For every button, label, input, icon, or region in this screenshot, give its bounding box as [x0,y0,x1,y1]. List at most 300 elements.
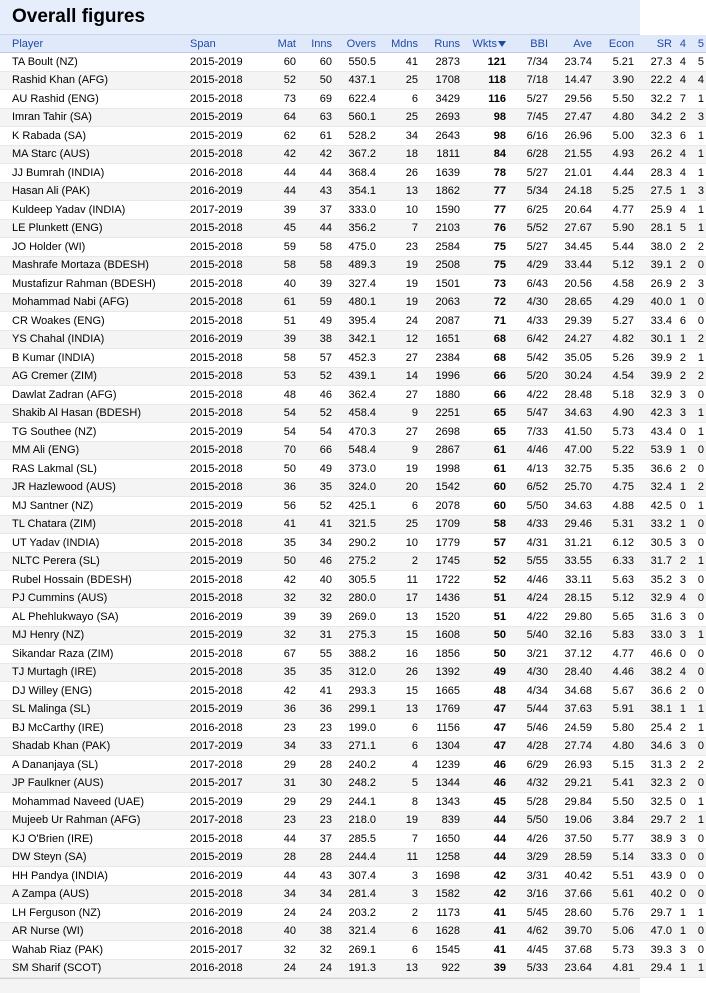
cell-mat: 44 [283,166,296,179]
table-footer [0,978,640,993]
cell-mdns: 6 [411,721,418,734]
cell-econ: 5.31 [612,518,634,531]
cell-player[interactable]: RAS Lakmal (SL) [12,462,97,475]
cell-player[interactable]: TG Southee (NZ) [12,425,97,438]
cell-player[interactable]: MA Starc (AUS) [12,148,90,161]
cell-wkts: 49 [493,666,506,679]
cell-bbi: 4/32 [526,777,548,790]
cell-ave: 47.00 [564,444,592,457]
cell-span: 2015-2018 [190,684,243,697]
table-row [0,552,706,571]
cell-mdns: 19 [405,296,418,309]
cell-4w: 0 [679,499,686,512]
cell-mat: 39 [283,333,296,346]
cell-ave: 28.59 [564,851,592,864]
cell-5w: 1 [697,203,704,216]
cell-player[interactable]: Kuldeep Yadav (INDIA) [12,203,126,216]
cell-5w: 2 [697,481,704,494]
cell-runs: 1996 [435,370,460,383]
cell-wkts: 52 [493,573,506,586]
cell-runs: 1156 [436,721,460,734]
cell-mdns: 12 [405,333,418,346]
cell-inns: 41 [319,684,332,697]
cell-player[interactable]: Rubel Hossain (BDESH) [12,573,132,586]
cell-5w: 0 [697,851,704,864]
cell-runs: 1811 [436,148,460,161]
cell-inns: 43 [319,185,332,198]
column-header-wkts[interactable] [462,35,508,53]
cell-4w: 2 [679,351,686,364]
column-header-runs[interactable]: Runs [420,35,462,53]
cell-sr: 38.2 [650,666,672,679]
column-header-econ[interactable]: Econ [594,35,636,53]
cell-runs: 1856 [435,647,460,660]
cell-mdns: 19 [405,462,418,475]
table-row [0,700,706,719]
cell-runs: 2384 [435,351,460,364]
cell-mat: 29 [283,795,296,808]
cell-player[interactable]: MJ Henry (NZ) [12,629,85,642]
cell-span: 2015-2018 [190,370,243,383]
cell-5w: 1 [697,166,704,179]
cell-runs: 1436 [435,592,460,605]
cell-player[interactable]: A Dananjaya (SL) [12,758,99,771]
cell-overs: 324.0 [348,481,376,494]
cell-runs: 1709 [435,518,460,531]
cell-5w: 2 [697,758,704,771]
cell-inns: 23 [319,721,332,734]
cell-inns: 40 [319,573,332,586]
cell-player[interactable]: TL Chatara (ZIM) [12,518,96,531]
cell-player[interactable]: Sikandar Raza (ZIM) [12,647,114,660]
column-header-mdns[interactable]: Mdns [378,35,420,53]
cell-mdns: 3 [411,888,418,901]
cell-player[interactable]: Dawlat Zadran (AFG) [12,388,117,401]
table-row [0,478,706,497]
cell-player[interactable]: PJ Cummins (AUS) [12,592,108,605]
cell-econ: 4.82 [612,333,634,346]
cell-5w: 0 [697,573,704,586]
table-row [0,182,706,201]
cell-overs: 191.3 [348,962,376,975]
cell-player[interactable]: CR Woakes (ENG) [12,314,105,327]
cell-inns: 46 [319,388,332,401]
cell-bbi: 4/30 [526,666,548,679]
cell-econ: 4.44 [612,166,634,179]
cell-5w: 1 [697,629,704,642]
cell-player[interactable]: HH Pandya (INDIA) [12,869,108,882]
cell-ave: 41.50 [564,425,592,438]
cell-mat: 48 [283,388,296,401]
cell-mat: 42 [283,684,296,697]
cell-ave: 24.59 [564,721,592,734]
cell-span: 2015-2018 [190,647,243,660]
cell-mdns: 25 [405,111,418,124]
cell-overs: 321.4 [348,925,376,938]
cell-inns: 59 [319,296,332,309]
cell-inns: 42 [319,148,332,161]
cell-bbi: 4/29 [526,259,548,272]
cell-overs: 312.0 [348,666,376,679]
cell-wkts: 51 [493,592,506,605]
cell-overs: 475.0 [348,240,376,253]
cell-inns: 36 [319,703,332,716]
column-header-ave[interactable]: Ave [550,35,594,53]
cell-mdns: 6 [411,92,418,105]
cell-inns: 54 [319,425,332,438]
cell-player[interactable]: DW Steyn (SA) [12,851,87,864]
cell-sr: 38.0 [650,240,672,253]
cell-5w: 5 [697,55,704,68]
cell-4w: 1 [679,444,686,457]
cell-5w: 0 [697,536,704,549]
table-row [0,941,706,960]
cell-4w: 2 [679,111,686,124]
cell-span: 2015-2018 [190,573,243,586]
cell-ave: 37.50 [564,832,592,845]
cell-4w: 6 [679,314,686,327]
cell-overs: 388.2 [348,647,376,660]
cell-player[interactable]: JP Faulkner (AUS) [12,777,104,790]
cell-runs: 2873 [435,55,460,68]
cell-bbi: 3/29 [526,851,548,864]
column-header-4[interactable]: 4 [674,35,688,53]
cell-sr: 39.9 [650,370,672,383]
cell-wkts: 73 [493,277,506,290]
cell-player[interactable]: DJ Willey (ENG) [12,684,93,697]
cell-wkts: 61 [493,462,506,475]
cell-5w: 1 [697,129,704,142]
cell-5w: 1 [697,351,704,364]
cell-overs: 367.2 [348,148,376,161]
cell-runs: 1173 [436,906,460,919]
cell-span: 2015-2018 [190,592,243,605]
column-header-player[interactable]: Player [0,35,188,53]
cell-mat: 24 [283,906,296,919]
cell-mdns: 3 [411,869,418,882]
cell-wkts: 50 [493,647,506,660]
cell-4w: 1 [679,481,686,494]
cell-span: 2015-2019 [190,703,243,716]
column-header-bbi[interactable]: BBI [508,35,550,53]
table-row [0,811,706,830]
cell-player[interactable]: MM Ali (ENG) [12,444,80,457]
cell-ave: 14.47 [564,74,592,87]
cell-player[interactable]: Mujeeb Ur Rahman (AFG) [12,814,141,827]
cell-player[interactable]: Wahab Riaz (PAK) [12,943,104,956]
cell-sr: 31.3 [650,758,672,771]
cell-wkts: 121 [487,55,506,68]
cell-mdns: 13 [405,610,418,623]
cell-player[interactable]: LE Plunkett (ENG) [12,222,103,235]
cell-inns: 69 [319,92,332,105]
table-row [0,626,706,645]
column-header-inns[interactable]: Inns [298,35,334,53]
cell-span: 2015-2018 [190,222,243,235]
cell-span: 2017-2018 [190,814,243,827]
cell-mdns: 10 [405,203,418,216]
cell-span: 2015-2018 [190,888,243,901]
cell-bbi: 5/55 [526,555,548,568]
cell-5w: 1 [697,795,704,808]
cell-overs: 470.3 [348,425,376,438]
cell-inns: 61 [319,129,332,142]
cell-wkts: 84 [493,148,506,161]
cell-player[interactable]: JR Hazlewood (AUS) [12,481,116,494]
cell-span: 2017-2018 [190,758,243,771]
cell-econ: 5.73 [612,943,634,956]
cell-overs: 269.1 [348,943,376,956]
cell-ave: 31.21 [564,536,592,549]
cell-5w: 3 [697,185,704,198]
cell-player[interactable]: JJ Bumrah (INDIA) [12,166,105,179]
cell-econ: 4.58 [612,277,634,290]
cell-5w: 2 [697,333,704,346]
cell-ave: 29.46 [564,518,592,531]
cell-bbi: 4/28 [526,740,548,753]
cell-4w: 2 [679,277,686,290]
cell-mat: 58 [283,351,296,364]
cell-wkts: 47 [493,740,506,753]
cell-player[interactable]: Rashid Khan (AFG) [12,74,108,87]
cell-ave: 28.15 [564,592,592,605]
cell-bbi: 6/16 [526,129,548,142]
cell-sr: 38.9 [650,832,672,845]
cell-mat: 73 [283,92,296,105]
cell-span: 2016-2018 [190,166,243,179]
cell-inns: 52 [319,499,332,512]
cell-bbi: 5/50 [526,499,548,512]
cell-span: 2015-2017 [190,943,243,956]
cell-player[interactable]: AR Nurse (WI) [12,925,84,938]
cell-5w: 0 [697,740,704,753]
cell-mdns: 27 [405,388,418,401]
cell-runs: 2087 [435,314,460,327]
cell-wkts: 47 [493,721,506,734]
table-row [0,145,706,164]
cell-runs: 2584 [435,240,460,253]
table-row [0,830,706,849]
cell-econ: 5.50 [612,92,634,105]
cell-4w: 4 [679,203,686,216]
cell-wkts: 44 [493,814,506,827]
cell-5w: 2 [697,370,704,383]
cell-span: 2015-2018 [190,388,243,401]
cell-ave: 39.70 [564,925,592,938]
cell-player[interactable]: TJ Murtagh (IRE) [12,666,97,679]
cell-span: 2016-2018 [190,962,243,975]
cell-bbi: 4/26 [526,832,548,845]
cell-player[interactable]: Mustafizur Rahman (BDESH) [12,277,156,290]
cell-sr: 36.6 [650,462,672,475]
cell-span: 2015-2017 [190,777,243,790]
cell-econ: 4.75 [612,481,634,494]
cell-ave: 35.05 [564,351,592,364]
cell-player[interactable]: BJ McCarthy (IRE) [12,721,104,734]
cell-5w: 0 [697,518,704,531]
cell-mdns: 19 [405,814,418,827]
cell-mat: 24 [283,962,296,975]
cell-sr: 32.2 [650,92,672,105]
cell-4w: 0 [679,888,686,901]
column-header-5[interactable]: 5 [688,35,706,53]
cell-wkts: 50 [493,629,506,642]
cell-player[interactable]: TA Boult (NZ) [12,55,78,68]
cell-4w: 2 [679,684,686,697]
cell-player[interactable]: YS Chahal (INDIA) [12,333,105,346]
cell-overs: 622.4 [348,92,376,105]
column-header-mat[interactable]: Mat [264,35,298,53]
column-header-span[interactable]: Span [188,35,264,53]
cell-econ: 4.88 [612,499,634,512]
cell-player[interactable]: K Rabada (SA) [12,129,86,142]
cell-inns: 66 [319,444,332,457]
cell-player[interactable]: LH Ferguson (NZ) [12,906,101,919]
cell-wkts: 41 [493,925,506,938]
table-row [0,497,706,516]
table-row [0,608,706,627]
cell-wkts: 60 [493,499,506,512]
cell-player[interactable]: AG Cremer (ZIM) [12,370,97,383]
cell-4w: 0 [679,425,686,438]
cell-econ: 5.18 [612,388,634,401]
cell-wkts: 68 [493,333,506,346]
cell-player[interactable]: KJ O'Brien (IRE) [12,832,93,845]
cell-overs: 425.1 [348,499,376,512]
cell-4w: 1 [679,185,686,198]
cell-4w: 1 [679,518,686,531]
cell-overs: 244.1 [348,795,376,808]
cell-runs: 2693 [435,111,460,124]
column-header-overs[interactable]: Overs [334,35,378,53]
cell-4w: 1 [679,906,686,919]
cell-bbi: 5/27 [526,240,548,253]
column-header-sr[interactable]: SR [636,35,674,53]
cell-mat: 52 [283,74,296,87]
cell-inns: 39 [319,610,332,623]
cell-player[interactable]: B Kumar (INDIA) [12,351,95,364]
cell-runs: 1392 [435,666,460,679]
cell-ave: 32.75 [564,462,592,475]
cell-player[interactable]: Mohammad Nabi (AFG) [12,296,129,309]
cell-sr: 26.2 [650,148,672,161]
cell-inns: 63 [319,111,332,124]
table-row [0,534,706,553]
cell-player[interactable]: A Zampa (AUS) [12,888,90,901]
cell-wkts: 98 [493,129,506,142]
cell-player[interactable]: Shadab Khan (PAK) [12,740,111,753]
cell-mat: 51 [283,314,296,327]
cell-sr: 32.3 [650,777,672,790]
cell-bbi: 3/16 [526,888,548,901]
cell-econ: 5.35 [612,462,634,475]
cell-player[interactable]: SL Malinga (SL) [12,703,91,716]
cell-span: 2015-2018 [190,462,243,475]
cell-sr: 39.1 [650,259,672,272]
cell-mdns: 13 [405,962,418,975]
cell-econ: 5.00 [612,129,634,142]
cell-player[interactable]: UT Yadav (INDIA) [12,536,100,549]
cell-ave: 19.06 [564,814,592,827]
cell-mdns: 14 [405,370,418,383]
cell-econ: 5.90 [612,222,634,235]
table-row [0,404,706,423]
cell-overs: 275.3 [348,629,376,642]
cell-inns: 46 [319,555,332,568]
cell-5w: 1 [697,555,704,568]
cell-mdns: 9 [411,407,418,420]
cell-econ: 5.27 [612,314,634,327]
cell-player[interactable]: Mashrafe Mortaza (BDESH) [12,259,149,272]
cell-player[interactable]: SM Sharif (SCOT) [12,962,102,975]
table-row [0,756,706,775]
cell-mat: 31 [283,777,296,790]
cell-overs: 285.5 [348,832,376,845]
cell-mdns: 7 [411,832,418,845]
cell-wkts: 46 [493,777,506,790]
cell-runs: 1239 [435,758,460,771]
cell-ave: 23.74 [564,55,592,68]
cell-inns: 43 [319,869,332,882]
cell-player[interactable]: Imran Tahir (SA) [12,111,92,124]
page-header [0,0,640,35]
cell-bbi: 5/45 [526,906,548,919]
cell-sr: 39.9 [650,351,672,364]
cell-player[interactable]: Shakib Al Hasan (BDESH) [12,407,141,420]
cell-span: 2017-2019 [190,740,243,753]
cell-player[interactable]: Hasan Ali (PAK) [12,185,91,198]
cell-player[interactable]: JO Holder (WI) [12,240,86,253]
cell-inns: 49 [319,314,332,327]
cell-wkts: 78 [493,166,506,179]
cell-5w: 2 [697,240,704,253]
cell-inns: 44 [319,222,332,235]
cell-player[interactable]: MJ Santner (NZ) [12,499,94,512]
cell-mdns: 24 [405,314,418,327]
cell-wkts: 71 [493,314,506,327]
cell-runs: 1769 [435,703,460,716]
cell-mdns: 11 [406,573,418,586]
cell-econ: 5.21 [612,55,634,68]
cell-5w: 1 [697,222,704,235]
cell-player[interactable]: AU Rashid (ENG) [12,92,99,105]
cell-wkts: 72 [493,296,506,309]
cell-wkts: 51 [493,610,506,623]
sort-desc-icon [498,41,506,47]
cell-span: 2015-2019 [190,425,243,438]
cell-econ: 5.76 [612,906,634,919]
cell-ave: 29.84 [564,795,592,808]
cell-mdns: 13 [405,703,418,716]
cell-player[interactable]: AL Phehlukwayo (SA) [12,610,119,623]
cell-mdns: 11 [406,851,418,864]
cell-sr: 36.6 [650,684,672,697]
cell-inns: 24 [319,962,332,975]
cell-overs: 480.1 [348,296,376,309]
cell-span: 2016-2019 [190,869,243,882]
cell-player[interactable]: NLTC Perera (SL) [12,555,100,568]
cell-5w: 0 [697,314,704,327]
cell-runs: 1779 [435,536,460,549]
cell-player[interactable]: Mohammad Naveed (UAE) [12,795,145,808]
cell-inns: 58 [319,240,332,253]
cell-bbi: 4/22 [526,610,548,623]
cell-inns: 29 [319,795,332,808]
cell-4w: 3 [679,536,686,549]
cell-econ: 4.80 [612,111,634,124]
cell-inns: 28 [319,758,332,771]
cell-4w: 6 [679,129,686,142]
